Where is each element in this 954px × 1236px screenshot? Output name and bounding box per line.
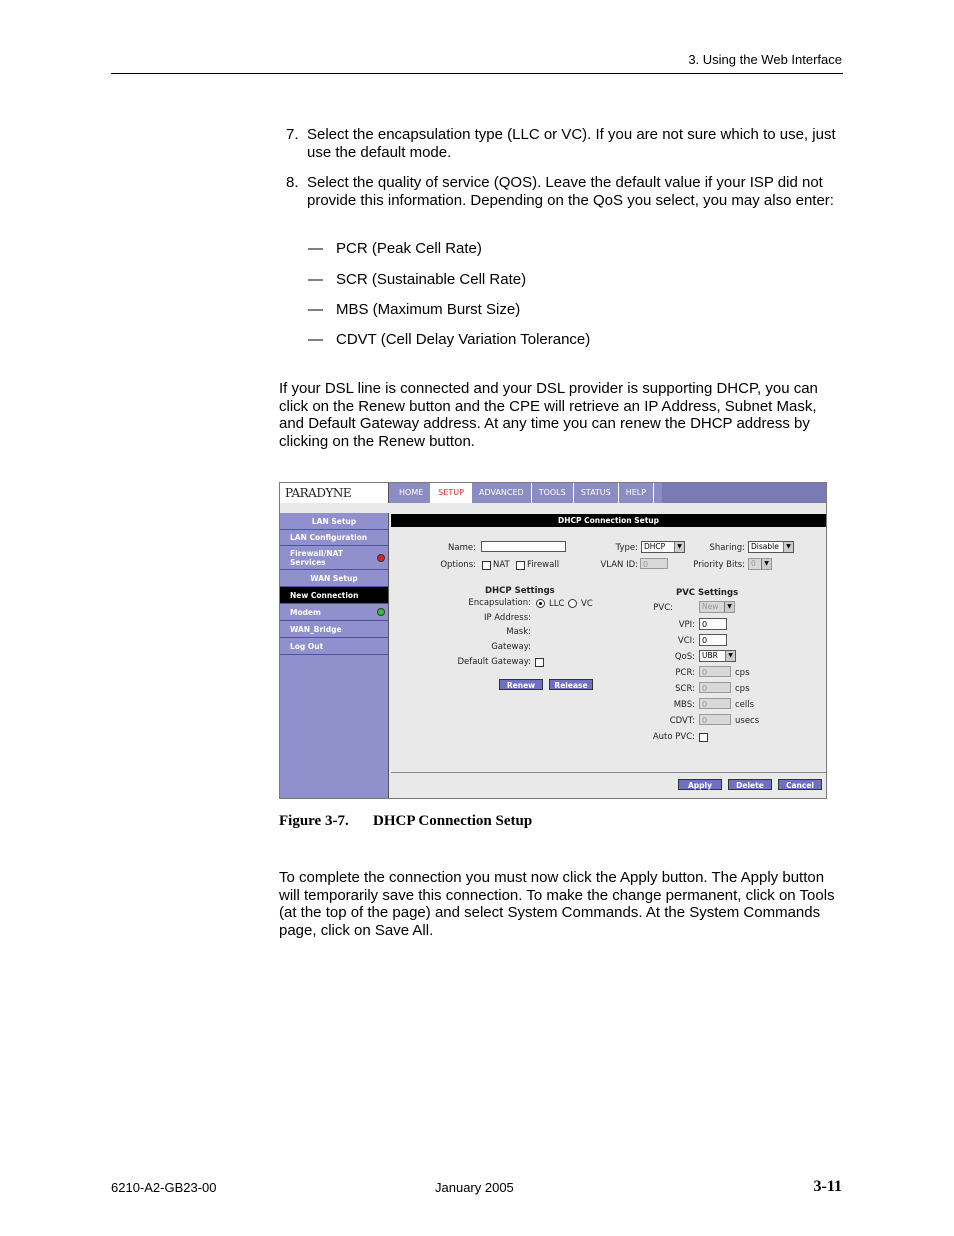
qos-value: UBR [702,651,718,660]
apply-paragraph: To complete the connection you must now click the Apply button. The Apply button will temporarily save this connection. To make the change permanent, click on Tools (at the top of the page) and select System Commands. At the System Commands page, click on Save All. [279,869,835,940]
type-value: DHCP [644,542,666,551]
sidebar-item-lan-setup[interactable] [280,513,388,530]
footer-date: January 2005 [435,1180,514,1195]
type-select[interactable] [641,541,685,553]
dhcp-renew-paragraph: If your DSL line is connected and your DSL provider is supporting DHCP, you can click on the Renew button and the CPE will retrieve an IP Address, Subnet Mask, and Default Gateway address. At any time you can renew the DHCP address by clicking on the Renew button. [279,380,818,451]
name-label: Name: [448,543,476,553]
llc-label: LLC [549,599,565,609]
nav-filler [662,483,826,503]
auto-pvc-checkbox[interactable] [699,733,708,742]
status-led-green-icon [377,608,385,616]
scr-label: SCR: [675,684,695,694]
qos-select[interactable] [699,650,736,662]
sidebar-item-label: WAN_Bridge [290,625,342,634]
pvc-settings-heading: PVC Settings [676,588,739,598]
logo-box [280,483,389,503]
nav-tabs [392,483,654,503]
nat-label: NAT [493,560,510,570]
page-number: 3-11 [813,1178,842,1195]
firewall-label: Firewall [527,560,560,570]
options-label: Options: [440,560,476,570]
chevron-down-icon: ▼ [725,651,735,661]
sidebar-item-new-connection[interactable] [280,587,388,604]
sidebar-item-label: WAN Setup [310,574,358,583]
cdvt-input[interactable]: 0 [699,714,731,725]
sidebar-item-wan-setup[interactable] [280,570,388,587]
dash-mark: — [308,271,323,288]
vci-label: VCI: [677,636,695,646]
chevron-down-icon: ▼ [783,542,793,552]
chevron-down-icon: ▼ [724,602,734,612]
pvc-value: New [702,602,719,611]
header-rule [111,73,843,74]
status-led-red-icon [377,554,385,562]
tab-home[interactable]: HOME [392,483,431,503]
apply-button[interactable]: Apply [678,779,722,790]
running-header: 3. Using the Web Interface [688,52,842,67]
dhcp-settings-heading: DHCP Settings [485,586,555,596]
vc-label: VC [581,599,593,609]
sidebar-item-label: Modem [290,608,321,617]
tab-setup[interactable]: SETUP [431,483,472,503]
type-label: Type: [615,543,638,553]
scr-input[interactable]: 0 [699,682,731,693]
step-text: Select the encapsulation type (LLC or VC). If you are not sure which to use, just use the default mode. [307,126,836,161]
priority-bits-value: 0 [751,559,756,568]
mbs-unit: cells [735,700,755,710]
sidebar-item-log-out[interactable] [280,638,388,655]
qos-item-text: MBS (Maximum Burst Size) [336,301,521,318]
mbs-label: MBS: [673,700,695,710]
sharing-select[interactable] [748,541,794,553]
sidebar-item-label: Log Out [290,642,324,651]
encapsulation-label: Encapsulation: [468,598,531,608]
sidebar [280,513,389,798]
dash-mark: — [308,301,323,318]
qos-item-text: PCR (Peak Cell Rate) [336,240,482,257]
pcr-unit: cps [735,668,750,678]
dhcp-connection-screenshot [279,482,827,799]
ip-address-label: IP Address: [483,613,531,623]
top-nav-bar [280,483,826,503]
tab-status[interactable]: STATUS [574,483,619,503]
mbs-input[interactable]: 0 [699,698,731,709]
vpi-label: VPI: [678,620,695,630]
tab-help[interactable]: HELP [619,483,654,503]
pcr-label: PCR: [675,668,695,678]
tab-tools[interactable]: TOOLS [532,483,574,503]
sharing-value: Disable [751,542,779,551]
name-input[interactable] [481,541,566,552]
vci-input[interactable]: 0 [699,634,727,646]
priority-bits-label: Priority Bits: [693,560,745,570]
scr-unit: cps [735,684,750,694]
sidebar-item-modem[interactable] [280,604,388,621]
footer-doc-id: 6210-A2-GB23-00 [111,1180,217,1195]
dash-mark: — [308,240,323,257]
qos-item-text: SCR (Sustainable Cell Rate) [336,271,527,288]
priority-bits-select[interactable] [748,558,772,570]
pvc-select[interactable] [699,601,735,613]
firewall-checkbox[interactable] [516,561,525,570]
sharing-label: Sharing: [709,543,745,553]
step-text: Select the quality of service (QOS). Leave the default value if your ISP did not provide this information. Depending on the QoS you select, you may also enter: [307,174,834,209]
pcr-input[interactable]: 0 [699,666,731,677]
vpi-input[interactable]: 0 [699,618,727,630]
pvc-label: PVC: [653,603,673,613]
panel-title: DHCP Connection Setup [391,514,826,527]
chevron-down-icon: ▼ [761,559,771,569]
nat-checkbox[interactable] [482,561,491,570]
step-number: 7. [286,126,299,143]
sidebar-item-label: LAN Configuration [290,533,368,542]
cdvt-label: CDVT: [669,716,695,726]
dash-mark: — [308,331,323,348]
qos-item-text: CDVT (Cell Delay Variation Tolerance) [336,331,591,348]
sidebar-item-label: New Connection [290,591,359,600]
qos-label: QoS: [674,652,695,662]
vc-radio[interactable] [568,599,577,608]
step-number: 8. [286,174,299,191]
default-gateway-checkbox[interactable] [535,658,544,667]
tab-advanced[interactable]: ADVANCED [472,483,532,503]
sidebar-item-lan-configuration[interactable] [280,530,388,546]
figure-caption [279,813,533,830]
vlan-id-input[interactable]: 0 [640,558,668,569]
gateway-label: Gateway: [491,642,531,652]
llc-radio[interactable] [536,599,545,608]
renew-button[interactable]: Renew [499,679,543,690]
paradyne-logo: PARADYNE [285,486,352,500]
cancel-button[interactable]: Cancel [778,779,822,790]
mask-label: Mask: [506,627,531,637]
vlan-id-label: VLAN ID: [600,560,638,570]
auto-pvc-label: Auto PVC: [652,732,695,742]
sidebar-item-label: Firewall/NAT Services [290,549,343,567]
sidebar-item-label: LAN Setup [311,517,357,526]
sidebar-item-firewall-nat[interactable] [280,546,388,570]
cdvt-unit: usecs [735,716,760,726]
sidebar-item-wan-bridge[interactable] [280,621,388,638]
delete-button[interactable]: Delete [728,779,772,790]
chevron-down-icon: ▼ [674,542,684,552]
figure-number: Figure 3-7. [279,813,349,829]
default-gateway-label: Default Gateway: [457,657,531,667]
figure-title: DHCP Connection Setup [373,813,533,829]
release-button[interactable]: Release [549,679,593,690]
